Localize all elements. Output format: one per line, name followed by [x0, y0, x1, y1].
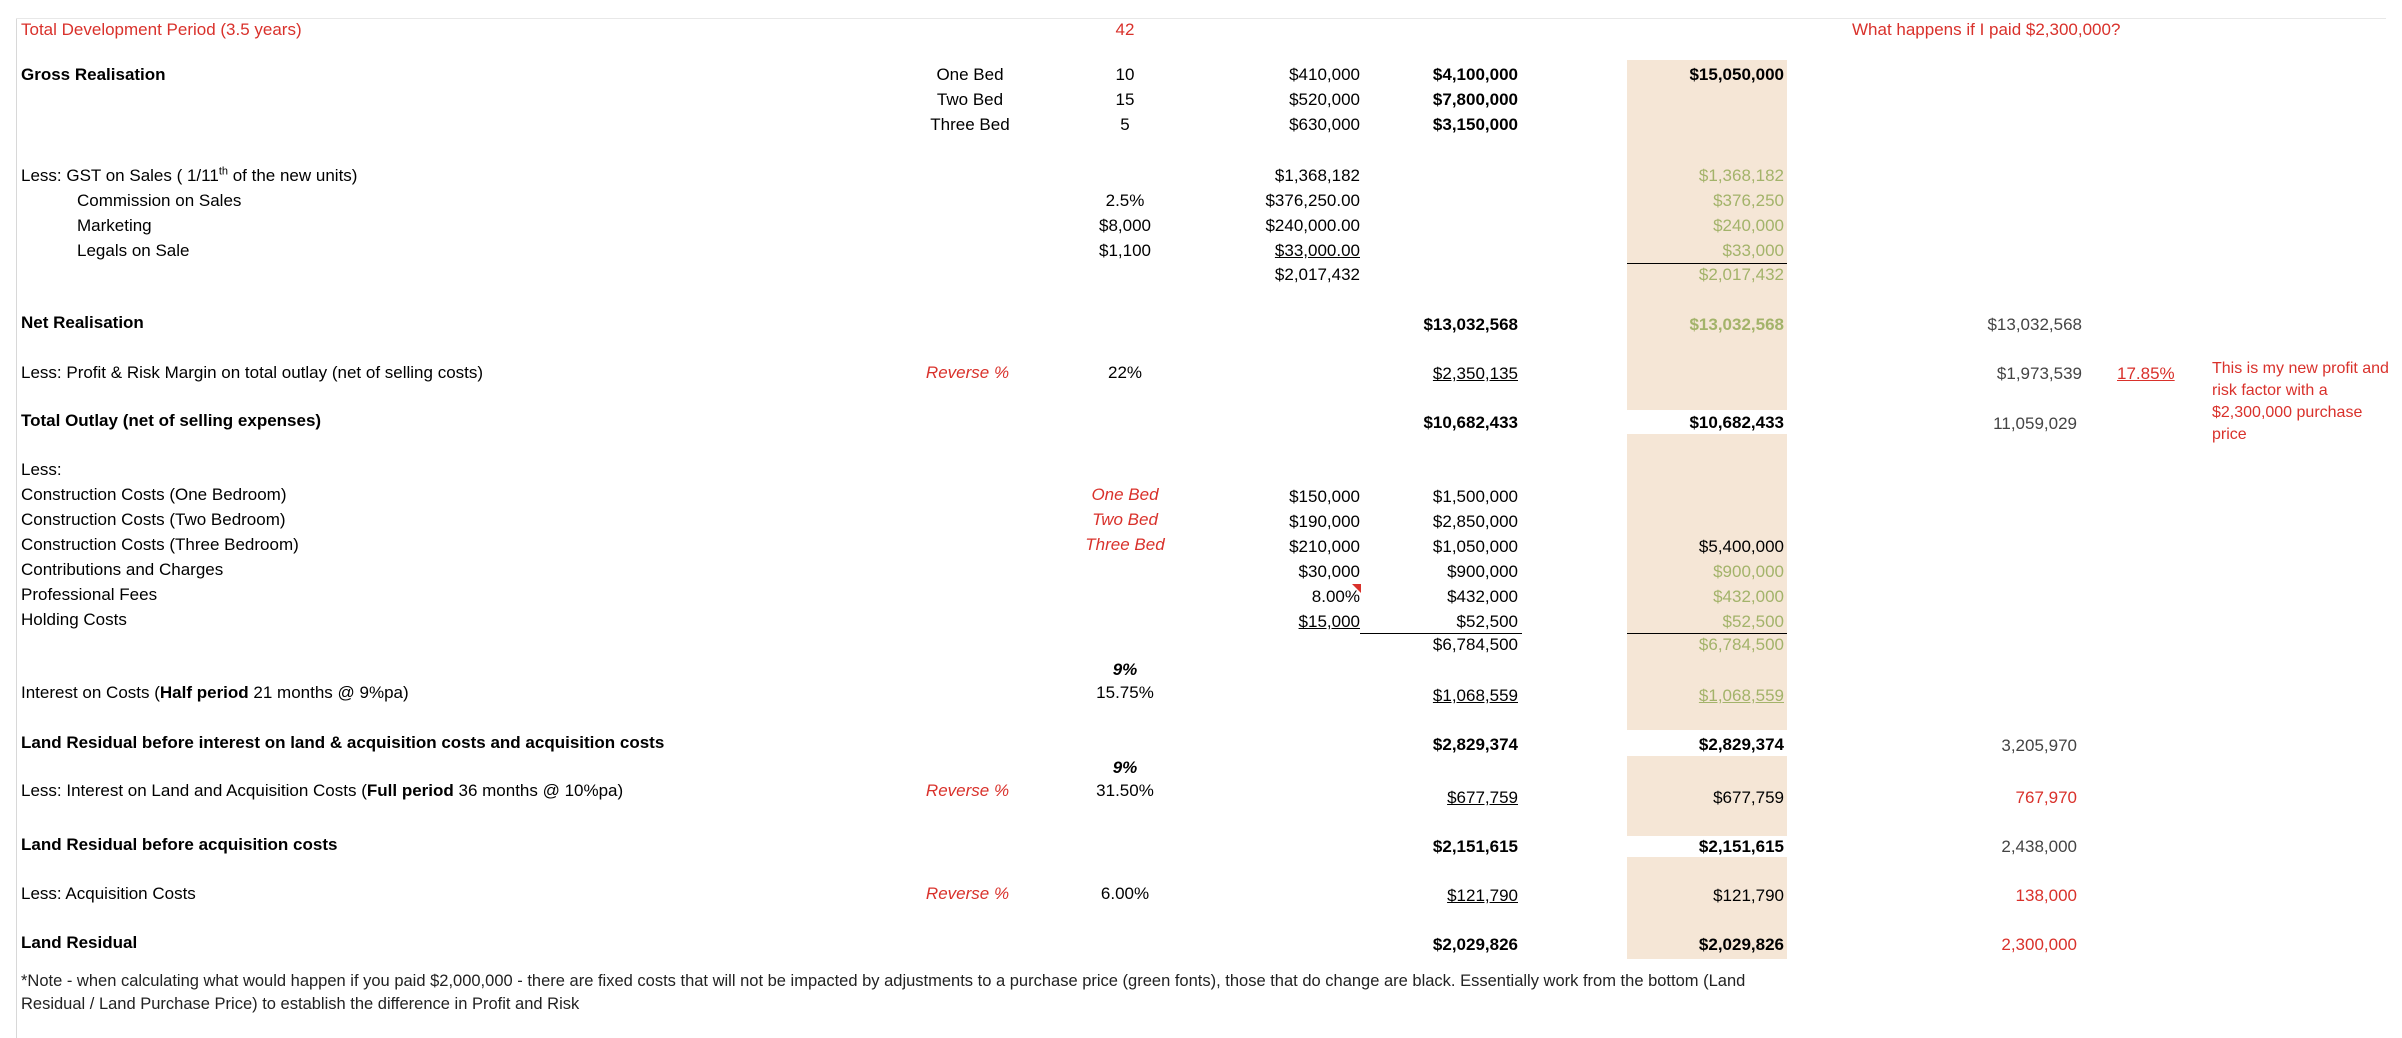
left-gridline — [16, 18, 17, 1038]
construction-one-unit: $150,000 — [1289, 487, 1360, 506]
holding-amount: $52,500 — [1456, 612, 1518, 631]
margin-note: This is my new profit and risk factor with a $2,300,000 purchase price — [2212, 360, 2389, 443]
residual-before-interest-amount: $2,829,374 — [1432, 735, 1518, 754]
interest-land-rate: 31.50% — [1096, 781, 1154, 800]
interest-land-label-c: 36 months @ 10%pa) — [453, 781, 624, 800]
gross-alt-total: $15,050,000 — [1689, 65, 1784, 84]
period-label: Total Development Period (3.5 years) — [21, 20, 302, 39]
gst-label-suffix: of the new units) — [228, 166, 358, 185]
interest-costs-label-a: Interest on Costs ( — [21, 683, 160, 702]
scenario-question: What happens if I paid $2,300,000? — [1852, 20, 2121, 39]
net-realisation-alt: $13,032,568 — [1689, 315, 1784, 334]
margin-reverse: Reverse % — [925, 363, 1010, 382]
unit-qty-two: 15 — [1115, 90, 1135, 109]
acquisition-label: Less: Acquisition Costs — [21, 884, 196, 903]
interest-costs-alt: $1,068,559 — [1698, 686, 1784, 705]
marketing-alt: $240,000 — [1713, 216, 1784, 235]
interest-costs-rate: 15.75% — [1096, 683, 1154, 702]
contributions-alt: $900,000 — [1713, 562, 1784, 581]
legals-rate: $1,100 — [1099, 241, 1151, 260]
land-residual-label: Land Residual — [21, 933, 138, 952]
residual-before-acq-label: Land Residual before acquisition costs — [21, 835, 338, 854]
unit-price-two: $520,000 — [1289, 90, 1360, 109]
construction-two-tag: Two Bed — [1092, 510, 1158, 529]
gst-label — [21, 165, 357, 187]
gst-alt: $1,368,182 — [1698, 166, 1784, 185]
land-residual-alt: $2,029,826 — [1698, 935, 1784, 954]
residual-before-interest-alt: $2,829,374 — [1698, 735, 1784, 754]
interest-land-scenario: 767,970 — [2015, 788, 2077, 807]
unit-price-three: $630,000 — [1289, 115, 1360, 134]
contributions-unit: $30,000 — [1298, 562, 1360, 581]
marketing-amount: $240,000.00 — [1265, 216, 1360, 235]
interest-land-label-a: Less: Interest on Land and Acquisition Costs ( — [21, 781, 367, 800]
unit-total-two: $7,800,000 — [1432, 90, 1518, 109]
unit-type-three: Three Bed — [930, 115, 1010, 134]
interest-land-rate-top: 9% — [1112, 758, 1138, 777]
interest-land-alt: $677,759 — [1713, 788, 1784, 807]
acquisition-reverse: Reverse % — [925, 884, 1010, 903]
costs-subtotal-alt: $6,784,500 — [1698, 635, 1784, 654]
holding-label: Holding Costs — [21, 610, 127, 629]
unit-qty-three: 5 — [1120, 115, 1130, 134]
holding-unit: $15,000 — [1298, 612, 1360, 631]
commission-alt: $376,250 — [1713, 191, 1784, 210]
construction-two-label: Construction Costs (Two Bedroom) — [21, 510, 286, 529]
interest-costs-label-c: 21 months @ 9%pa) — [248, 683, 409, 702]
fees-unit: 8.00% — [1311, 587, 1360, 606]
legals-label: Legals on Sale — [77, 241, 190, 260]
commission-amount: $376,250.00 — [1265, 191, 1360, 210]
interest-land-label — [21, 780, 623, 802]
construction-three-tag: Three Bed — [1085, 535, 1165, 554]
construction-two-unit: $190,000 — [1289, 512, 1360, 531]
margin-rate: 22% — [1107, 363, 1143, 382]
contributions-label: Contributions and Charges — [21, 560, 224, 579]
net-realisation-label: Net Realisation — [21, 313, 144, 332]
gst-label-sup: th — [218, 165, 228, 178]
outlay-amount: $10,682,433 — [1423, 413, 1518, 432]
holding-alt: $52,500 — [1722, 612, 1784, 631]
interest-land-amount: $677,759 — [1447, 788, 1518, 807]
legals-amount: $33,000.00 — [1274, 241, 1360, 260]
costs-less-label: Less: — [21, 460, 62, 479]
costs-subtotal: $6,784,500 — [1432, 635, 1518, 654]
unit-total-three: $3,150,000 — [1432, 115, 1518, 134]
residual-before-interest-label: Land Residual before interest on land & acquisition costs and acquisition costs — [21, 733, 665, 752]
acquisition-rate: 6.00% — [1100, 884, 1150, 903]
footnote: *Note - when calculating what would happen if you paid $2,000,000 - there are fixed costs that will not be impacted by adjustments to a purchase price (green fonts), those that do change are black. Essentially work from the bottom (Land Residual / Land Purchase Price) to establish the difference in Profit and Risk — [21, 972, 1746, 1013]
land-residual-amount: $2,029,826 — [1432, 935, 1518, 954]
acquisition-scenario: 138,000 — [2015, 886, 2077, 905]
commission-label: Commission on Sales — [77, 191, 242, 210]
contributions-amount: $900,000 — [1447, 562, 1518, 581]
gst-amount: $1,368,182 — [1274, 166, 1360, 185]
construction-two-amount: $2,850,000 — [1432, 512, 1518, 531]
acquisition-alt: $121,790 — [1713, 886, 1784, 905]
commission-rate: 2.5% — [1105, 191, 1145, 210]
construction-three-unit: $210,000 — [1289, 537, 1360, 556]
margin-scenario-pct: 17.85% — [2117, 364, 2175, 383]
marketing-rate: $8,000 — [1099, 216, 1151, 235]
construction-three-label: Construction Costs (Three Bedroom) — [21, 535, 299, 554]
gst-label-prefix: Less: GST on Sales ( 1/11 — [21, 166, 219, 185]
residual-before-acq-alt: $2,151,615 — [1698, 837, 1784, 856]
margin-scenario: $1,973,539 — [1996, 364, 2082, 383]
construction-one-label: Construction Costs (One Bedroom) — [21, 485, 287, 504]
unit-type-two: Two Bed — [936, 90, 1004, 109]
outlay-alt: $10,682,433 — [1689, 413, 1784, 432]
interest-land-reverse: Reverse % — [925, 781, 1010, 800]
period-months: 42 — [1115, 20, 1135, 39]
marketing-label: Marketing — [77, 216, 152, 235]
legals-alt: $33,000 — [1722, 241, 1784, 260]
fees-alt: $432,000 — [1713, 587, 1784, 606]
interest-land-label-b: Full period — [366, 781, 454, 800]
selling-subtotal-alt: $2,017,432 — [1698, 265, 1784, 284]
outlay-scenario: 11,059,029 — [1993, 414, 2077, 433]
interest-costs-rate-top: 9% — [1112, 660, 1138, 679]
fees-label: Professional Fees — [21, 585, 158, 604]
construction-one-amount: $1,500,000 — [1432, 487, 1518, 506]
margin-label: Less: Profit & Risk Margin on total outlay (net of selling costs) — [21, 363, 484, 382]
net-realisation-scenario: $13,032,568 — [1987, 315, 2082, 334]
unit-qty-one: 10 — [1115, 65, 1135, 84]
residual-before-acq-scenario: 2,438,000 — [2001, 837, 2077, 856]
interest-costs-label — [21, 682, 409, 704]
margin-amount: $2,350,135 — [1432, 364, 1518, 383]
construction-three-amount: $1,050,000 — [1432, 537, 1518, 556]
gross-realisation-label: Gross Realisation — [21, 65, 166, 84]
construction-alt: $5,400,000 — [1698, 537, 1784, 556]
acquisition-amount: $121,790 — [1447, 886, 1518, 905]
residual-before-acq-amount: $2,151,615 — [1432, 837, 1518, 856]
selling-subtotal: $2,017,432 — [1274, 265, 1360, 284]
outlay-label: Total Outlay (net of selling expenses) — [21, 411, 322, 430]
unit-price-one: $410,000 — [1289, 65, 1360, 84]
unit-type-one: One Bed — [936, 65, 1004, 84]
construction-one-tag: One Bed — [1091, 485, 1159, 504]
interest-costs-amount: $1,068,559 — [1432, 686, 1518, 705]
residual-before-interest-scenario: 3,205,970 — [2001, 736, 2077, 755]
unit-total-one: $4,100,000 — [1432, 65, 1518, 84]
land-residual-scenario: 2,300,000 — [2001, 935, 2077, 954]
fees-amount: $432,000 — [1447, 587, 1518, 606]
net-realisation-amount: $13,032,568 — [1423, 315, 1518, 334]
comment-flag-icon[interactable] — [1352, 584, 1361, 593]
interest-costs-label-b: Half period — [159, 683, 249, 702]
